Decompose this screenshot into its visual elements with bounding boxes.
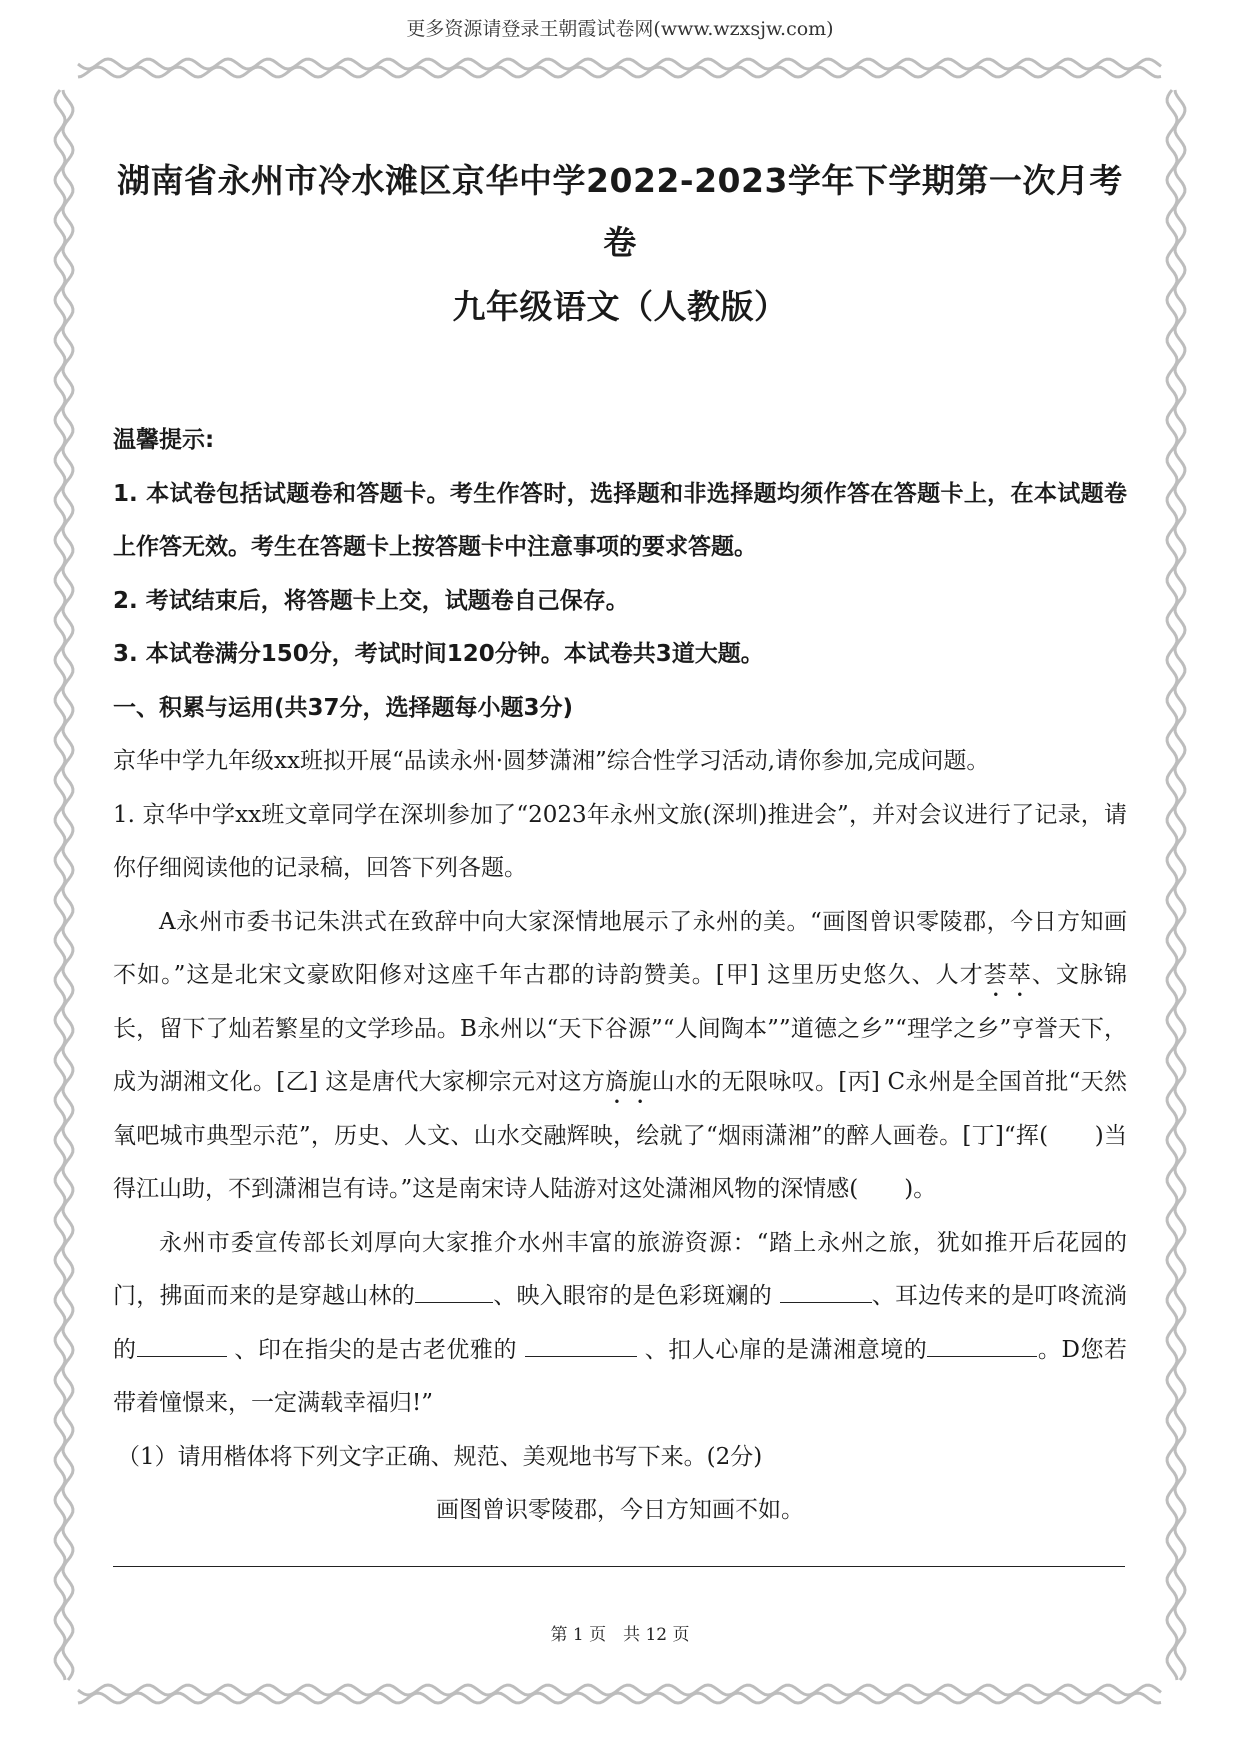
passage-text: 、耳边传来的是叮咚流淌的 [113,1283,1128,1363]
answer-blank[interactable] [415,1280,493,1303]
page-title: 湖南省永州市冷水滩区京华中学2022-2023学年下学期第一次月考卷 [117,161,1123,262]
answer-blank[interactable] [927,1334,1037,1357]
document-body [113,150,1127,1538]
dotted-word: 旖旎 [605,1069,652,1095]
copy-text: 画图曾识零陵郡，今日方知画不如。 [436,1497,804,1523]
answer-line[interactable] [113,1566,1125,1567]
passage-text: 、映入眼帘的是色彩斑斓的 [492,1283,780,1309]
tip-item-3: 3. 本试卷满分150分，考试时间120分钟。本试卷共3道大题。 [113,641,764,667]
passage-text: A永州市委书记朱洪式在致辞中向大家深情地展示了永州的美。“画图曾识零陵郡，今日方知画不如。”这是北宋文豪欧阳修对这座千年古郡的诗韵赞美。[甲] 这里历史悠久、人才 [113,908,1127,988]
answer-blank[interactable] [137,1334,227,1357]
tip-item-2: 2. 考试结束后，将答题卡上交，试题卷自己保存。 [113,587,629,614]
passage-text: 山水的无限咏叹。[丙] C永州是全国首批“天然氧吧城市典型示范”，历史、人文、山水交融辉映，绘就了“烟雨潇湘”的醉人画卷。[丁]“挥( )当得江山助，不到潇湘岂有诗。”这是南宋诗人陆游对这处潇湘风物的深情感( )。 [113,1069,1127,1202]
answer-blank[interactable] [525,1334,637,1357]
passage-text: 、印在指尖的是古老优雅的 [226,1336,525,1363]
sub-question-1: （1）请用楷体将下列文字正确、规范、美观地书写下来。(2分) [117,1443,763,1470]
passage-text: 。D您若带着憧憬来，一定满载幸福归!” [113,1336,1128,1416]
tips-heading: 温馨提示: [113,427,215,453]
tip-item-1: 1. 本试卷包括试题卷和答题卡。考生作答时，选择题和非选择题均须作答在答题卡上，在本试题卷上作答无效。考生在答题卡上按答题卡中注意事项的要求答题。 [113,480,1127,560]
section-heading: 一、积累与运用(共37分，选择题每小题3分) [113,694,574,721]
passage-text: 、文脉锦长，留下了灿若繁星的文学珍品。B永州以“天下谷源”“人间陶本””道德之乡”“理学之乡”亨誉天下，成为湖湘文化。[乙] 这是唐代大家柳宗元对这方 [113,962,1128,1095]
answer-blank[interactable] [780,1280,872,1303]
site-note: 更多资源请登录王朝霞试卷网(www.wzxsjw.com) [406,18,834,40]
activity-intro: 京华中学九年级xx班拟开展“品读永州·圆梦潇湘”综合性学习活动,请你参加,完成问题。 [113,748,990,774]
question-1-stem: 1. 京华中学xx班文章同学在深圳参加了“2023年永州文旅(深圳)推进会”，并对会议进行了记录，请你仔细阅读他的记录稿，回答下列各题。 [113,801,1127,881]
page-footer: 第 1 页 共 12 页 [550,1625,690,1645]
dotted-word: 荟萃 [983,962,1032,988]
passage-paragraph-1 [113,896,1127,1217]
passage-text: 永州市委宣传部长刘厚向大家推介水州丰富的旅游资源：“踏上永州之旅，犹如推开后花园的门，拂面而来的是穿越山林的 [113,1229,1127,1309]
passage-paragraph-2 [113,1217,1127,1431]
page-subtitle: 九年级语文（人教版） [452,287,788,326]
passage-text: 、扣人心扉的是潇湘意境的 [636,1336,928,1363]
